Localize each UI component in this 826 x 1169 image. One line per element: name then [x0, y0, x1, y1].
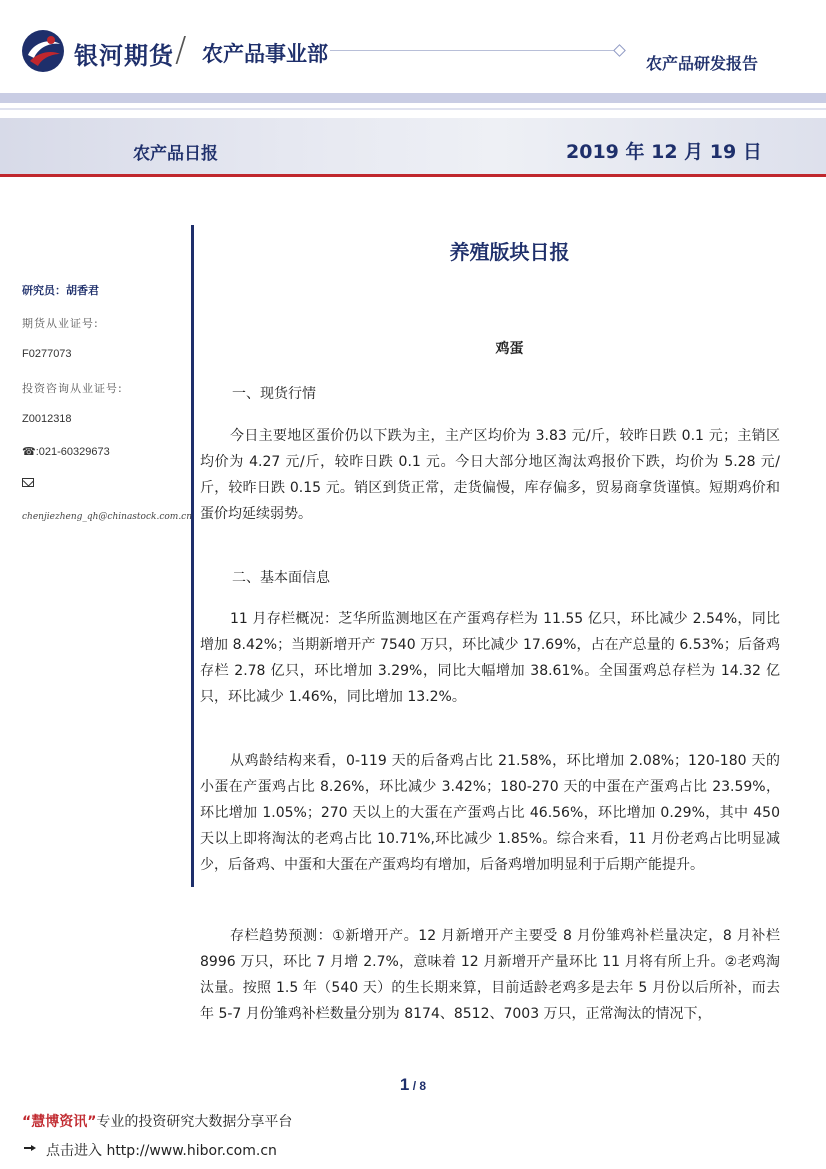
- paragraph-inventory-overview: 11 月存栏概况：芝华所监测地区在产蛋鸡存栏为 11.55 亿只，环比减少 2.54%，同比增加 8.42%；当期新增开产 7540 万只，环比减少 17.69%，占在产总量的 6.53%；后备鸡存栏 2.78 亿只，环比增加 3.29%，同比大幅增加 38.61%。全国蛋鸡总存栏为 14.32 亿只，环比减少 1.46%，同比增加 13.2%。: [200, 611, 780, 705]
- report-date: 2019 年 12 月 19 日: [566, 141, 762, 163]
- researcher-name: 研究员：胡香君: [22, 284, 99, 297]
- page-separator: /: [409, 1079, 420, 1093]
- paragraph-inventory-forecast: 存栏趋势预测：①新增开产。12 月新增开产主要受 8 月份雏鸡补栏量决定，8 月补栏 8996 万只，环比 7 月增 2.7%，意味着 12 月新增开产量环比 11 月将有所上升。②老鸡淘汰量。按照 1.5 年（540 天）的生长期来算，目前适龄老鸡多是去年 5 月份以后所补，而去年 5-7 月份雏鸡补栏数量分别为 8174、8512、7003 万只，正常淘汰的情况下，: [200, 928, 780, 1022]
- promo-brand: “慧博资讯”: [22, 1114, 97, 1130]
- report-type: 农产品研发报告: [646, 54, 759, 73]
- section-heading-spot: 一、现货行情: [232, 386, 316, 402]
- header-decor-diamond: [613, 44, 626, 57]
- consult-license-number: Z0012318: [22, 413, 72, 425]
- page-number: [0, 1075, 826, 1095]
- report-title: 养殖版块日报: [449, 240, 570, 264]
- envelope-icon: [22, 478, 34, 487]
- futures-license-label: 期货从业证号:: [22, 317, 99, 330]
- department-name: 农产品事业部: [202, 42, 328, 66]
- header-red-rule: [0, 174, 826, 177]
- header-decor-line: [330, 50, 620, 51]
- page-current: 1: [399, 1075, 410, 1094]
- futures-license-number: F0277073: [22, 348, 72, 360]
- page-total: 8: [419, 1079, 427, 1093]
- header-band: [0, 93, 826, 103]
- galaxy-futures-logo: [20, 28, 66, 74]
- sidebar-divider: [191, 225, 194, 887]
- commodity-heading: 鸡蛋: [495, 341, 524, 357]
- paragraph-spot-market: 今日主要地区蛋价仍以下跌为主，主产区均价为 3.83 元/斤，较昨日跌 0.1 元；主销区均价为 4.27 元/斤，较昨日跌 0.1 元。今日大部分地区淘汰鸡报价下跌，均价为 5.28 元/斤，较昨日跌 0.15 元。销区到货正常，走货偏慢，库存偏多，贸易商拿货谨慎。短期鸡价和蛋价均延续弱势。: [200, 428, 780, 522]
- promo-text: 专业的投资研究大数据分享平台: [96, 1114, 293, 1130]
- brand-separator: /: [175, 30, 187, 70]
- pointing-hand-icon: [22, 1139, 38, 1155]
- website-link[interactable]: 点击进入 http://www.hibor.com.cn: [46, 1143, 277, 1159]
- phone-number: ☎:021-60329673: [22, 446, 110, 458]
- header-band-thin: [0, 108, 826, 110]
- daily-report-label: 农产品日报: [133, 144, 218, 164]
- promo-line: [22, 1111, 292, 1131]
- section-heading-fundamentals: 二、基本面信息: [232, 570, 330, 586]
- report-header: [0, 0, 826, 180]
- paragraph-age-structure: 从鸡龄结构来看，0-119 天的后备鸡占比 21.58%，环比增加 2.08%；120-180 天的小蛋在产蛋鸡占比 8.26%，环比减少 3.42%；180-270 天的中蛋在产蛋鸡占比 23.59%，环比增加 1.05%；270 天以上的大蛋在产蛋鸡占比 46.56%，环比增加 0.29%，其中 450 天以上即将淘汰的老鸡占比 10.71%,环比减少 1.85%。综合来看，11 月份老鸡占比明显减少，后备鸡、中蛋和大蛋在产蛋鸡均有增加，后备鸡增加明显利于后期产能提升。: [200, 753, 780, 873]
- consult-license-label: 投资咨询从业证号:: [22, 382, 123, 395]
- brand-name: 银河期货: [74, 42, 174, 70]
- email-address[interactable]: chenjiezheng_qh@chinastock.com.cn: [22, 512, 193, 522]
